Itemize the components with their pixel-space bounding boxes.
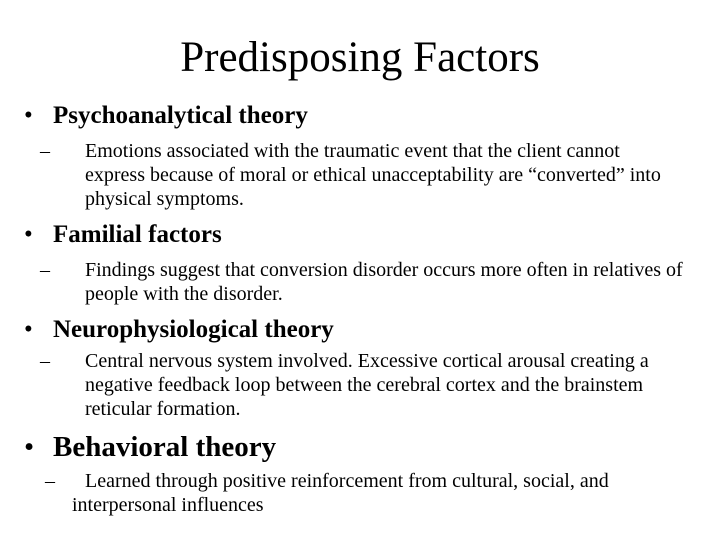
dash-marker: –: [40, 259, 50, 281]
sub-bullet-text: Central nervous system involved. Excessive cortical arousal creating a negative feedback loop between the cerebral cortex and the brainstem reticular formation.: [85, 350, 649, 420]
dash-marker: –: [45, 470, 55, 492]
dash-marker: –: [40, 140, 50, 162]
sub-bullet-familial: [40, 258, 700, 306]
bullet-neurophysiological-theory: [24, 315, 334, 345]
bullet-marker: •: [24, 431, 35, 463]
sub-bullet-text-line-1: Learned through positive reinforcement from cultural, social, and: [85, 470, 609, 492]
bullet-marker: •: [24, 221, 33, 248]
dash-marker: –: [40, 350, 50, 372]
bullet-marker: •: [24, 316, 33, 343]
bullet-heading: Psychoanalytical theory: [53, 102, 308, 129]
bullet-heading: Familial factors: [53, 221, 222, 248]
bullet-heading: Neurophysiological theory: [53, 316, 334, 343]
slide-title: Predisposing Factors: [180, 34, 540, 81]
sub-bullet-behavioral: [40, 469, 700, 517]
sub-bullet-text: Findings suggest that conversion disorder occurs more often in relatives of people with the disorder.: [85, 259, 683, 305]
bullet-psychoanalytical-theory: [24, 101, 308, 131]
sub-bullet-neurophysiological: [40, 349, 700, 421]
sub-bullet-psychoanalytical: [40, 139, 680, 211]
bullet-marker: •: [24, 102, 33, 129]
bullet-familial-factors: [24, 220, 222, 250]
sub-bullet-text: Emotions associated with the traumatic event that the client cannot express because of moral or ethical unacceptability are “converted” into physical symptoms.: [85, 140, 661, 210]
bullet-behavioral-theory: [24, 430, 276, 464]
sub-bullet-text-line-2: interpersonal influences: [72, 494, 264, 516]
bullet-heading: Behavioral theory: [53, 431, 277, 463]
